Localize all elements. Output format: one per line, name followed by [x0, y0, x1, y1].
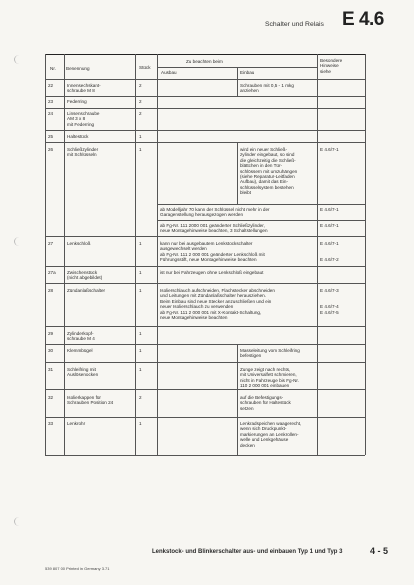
cell-name: Isolierkappen für Schrauben Position 24 — [67, 395, 114, 406]
cell-nr: 28 — [48, 288, 54, 293]
punch-hole-middle — [14, 237, 24, 246]
cell-nr: 33 — [48, 421, 54, 426]
cell-qty: 2 — [139, 111, 142, 116]
cell-name: Haltestück — [67, 134, 89, 139]
cell-qty: 1 — [139, 134, 142, 139]
vrule-install — [237, 67, 238, 80]
cell-span-note: kann nur bei ausgebautem Lenkstockschalter ausgewechselt werden ab Fg-Nr. 111 2 000 001 geänderter Lenkschloß mit Führungsstift, neue Montagehinweise beachten — [160, 241, 265, 263]
cell-nr: 27a — [48, 270, 56, 275]
punch-hole-bottom — [14, 517, 24, 526]
cell-nr: 31 — [48, 367, 54, 372]
cell-refs: E 4.6/7-3 E 4.6/7-4 E 4.6/7-5 — [320, 288, 339, 315]
vrule-install — [237, 344, 238, 455]
cell-qty: 1 — [139, 241, 142, 246]
cell-qty: 1 — [139, 288, 142, 293]
footer-title: Lenkstock- und Blinkerschalter aus- und einbauen Typ 1 und Typ 3 — [152, 549, 343, 555]
page-number: 4 - 5 — [370, 546, 389, 556]
col-header-refs: Besondere Hinweise siehe — [320, 58, 343, 74]
section-code: E 4.6 — [342, 9, 384, 30]
col-header-removal: Ausbau — [161, 70, 177, 75]
cell-refs: E 4.6/7-1 — [320, 207, 339, 212]
vrule — [157, 54, 158, 455]
cell-refs: E 4.6/7-1 E 4.6/7-2 — [320, 241, 339, 263]
rule-group-header — [157, 67, 317, 68]
cell-refs: E 4.6/7-1 — [320, 223, 339, 228]
col-header-name: Benennung — [66, 66, 90, 71]
cell-install: wird ein neuer Schließ- zylinder eingebaut, so sind die gleichzeitig die Schließ- blättchen in den Tür- schlössern mit umzuhängen (siehe Reparatur-Leitfaden Aufbau), damit das Ein- schlüsselsystem bestehen bleibt — [240, 147, 298, 196]
cell-name: Lenkschloß — [67, 241, 91, 246]
rule-row-partial — [157, 220, 365, 221]
col-header-nr: Nr. — [50, 66, 56, 71]
cell-qty: 1 — [139, 367, 142, 372]
cell-span-note: ab Modelljahr 70 kann der Schlüssel nicht mehr in der Garagenstellung herausgezogen werden — [160, 207, 270, 218]
cell-qty: 1 — [139, 331, 142, 336]
vrule-install — [237, 142, 238, 204]
cell-nr: 29 — [48, 331, 54, 336]
col-header-qty: Stück — [139, 65, 151, 70]
cell-nr: 26 — [48, 147, 54, 152]
cell-name: Linsenschraube AM 3 x 8 mit Federring — [67, 111, 100, 127]
cell-qty: 1 — [139, 270, 142, 275]
cell-span-note: ab Fg-Nr. 111 2000 001 geänderter Schließzylinder, neue Montagehinweise beachten, 3 Schaltstellungen — [160, 223, 268, 234]
cell-install: Zunge zeigt nach rechts, mit Universalfett schmieren, nicht in Fahrzeuge bis Fg-Nr. 110 2 000 001 einbauen — [240, 367, 299, 389]
cell-span-note: ist nur bei Fahrzeugen ohne Lenkschloß eingebaut — [160, 270, 264, 275]
vrule — [45, 54, 46, 455]
cell-install: Lenkradspeichen waagerecht, wenn sich Druckpunkt- markierungen an Lenkrollen- welle und Lenkgehäuse decken — [240, 421, 302, 448]
cell-name: Klemmbügel — [67, 348, 93, 353]
cell-nr: 32 — [48, 395, 54, 400]
cell-name: Innensechskant- schraube M 8 — [67, 83, 101, 94]
cell-name: Zylinderkopf- schraube M 4 — [67, 331, 95, 342]
cell-qty: 1 — [139, 421, 142, 426]
vrule — [135, 54, 136, 455]
cell-nr: 22 — [48, 83, 54, 88]
punch-hole-top — [14, 55, 24, 64]
cell-nr: 25 — [48, 134, 54, 139]
cell-qty: 1 — [139, 348, 142, 353]
cell-qty: 2 — [139, 83, 142, 88]
cell-refs: E 4.6/7-1 — [320, 147, 339, 152]
vrule-install — [237, 80, 238, 96]
rule-bottom — [45, 455, 365, 456]
cell-nr: 24 — [48, 111, 54, 116]
cell-name: Schließzylinder mit Schlüsseln — [67, 147, 99, 158]
cell-qty: 2 — [139, 99, 142, 104]
cell-name: Zwischenstück (nicht abgebildet) — [67, 270, 103, 281]
cell-nr: 23 — [48, 99, 54, 104]
cell-install: Masseleitung vom Schleifring befestigen — [240, 348, 300, 359]
vrule — [317, 54, 318, 455]
print-note: 539 807 00 Printed in Germany 3.71 — [45, 566, 110, 571]
header-title: Schalter und Relais — [265, 21, 324, 28]
cell-qty: 2 — [139, 395, 142, 400]
cell-name: Zündanlaßschalter — [67, 288, 106, 293]
rule-row-partial — [157, 204, 365, 205]
cell-install: Schrauben mit 0,5 - 1 mkg anziehen — [240, 83, 294, 94]
cell-qty: 1 — [139, 147, 142, 152]
col-header-install: Einbau — [240, 70, 255, 75]
cell-name: Federring — [67, 99, 87, 104]
vrule — [365, 54, 366, 455]
vrule — [64, 54, 65, 455]
cell-nr: 30 — [48, 348, 54, 353]
col-header-group: Zu beachten beim — [186, 59, 223, 64]
cell-name: Schleifring mit Auslösenocken — [67, 367, 99, 378]
cell-span-note: Isolierschlauch aufschneiden, Flachstecker abschneiden und Leitungen mit Zündanlaßschalter herausziehen. Beim Einbau sind neue Stecker anzuschließen und ein neuer Isolierschlauch zu verwenden ab Fg-Nr. 111 2 000 001 mit X-Kontakt-Schaltung, neue Montagehinweise beachten — [160, 288, 275, 321]
cell-install: auf die Befestigungs- schrauben für Haltestück setzen — [240, 395, 291, 411]
cell-name: Lenkrohr — [67, 421, 86, 426]
cell-nr: 27 — [48, 241, 54, 246]
